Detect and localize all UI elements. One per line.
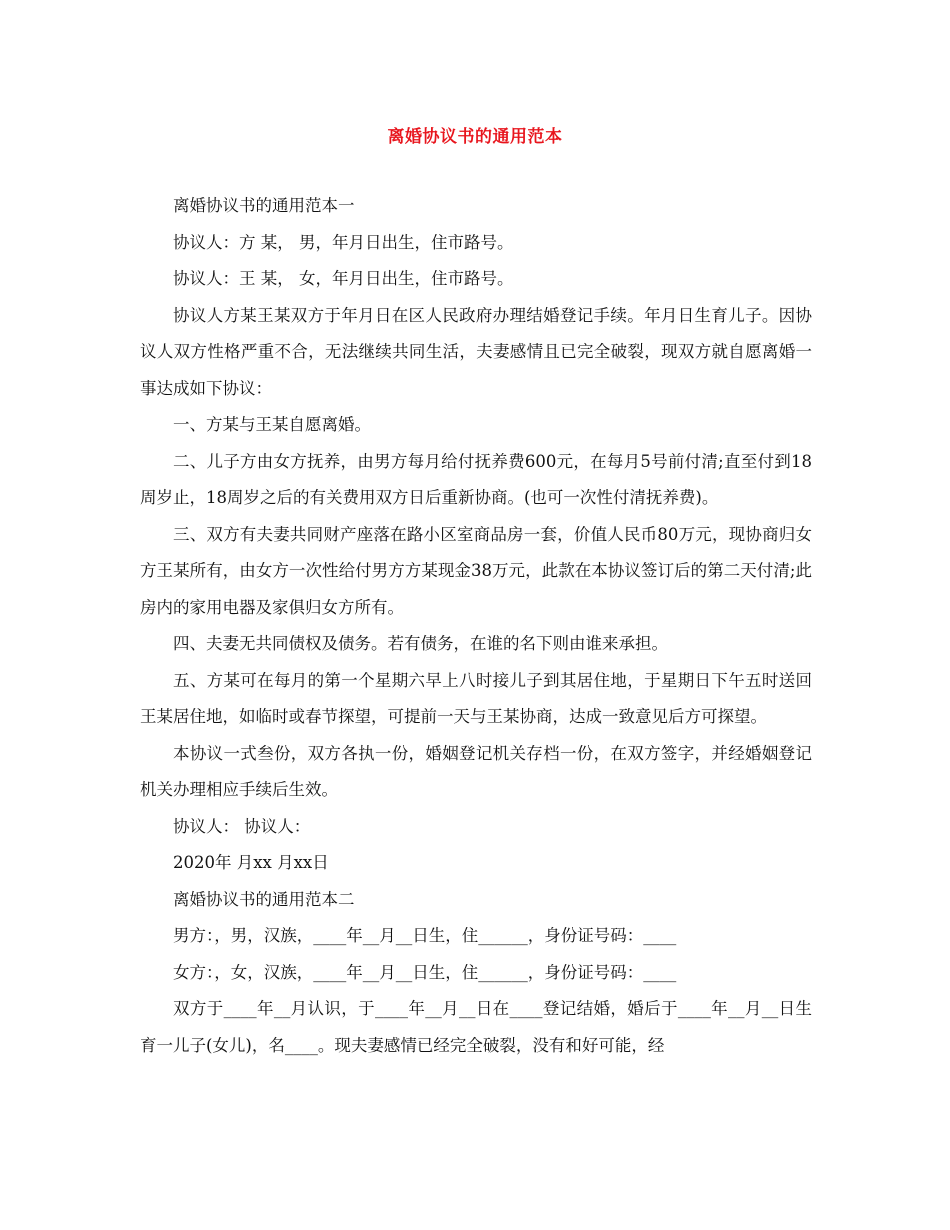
clause-4: 四、夫妻无共同债权及债务。若有债务，在谁的名下则由谁来承担。 [173,634,668,653]
clause-3: 三、双方有夫妻共同财产座落在路小区室商品房一套，价值人民币80万元，现协商归女方王某所有，由女方一次性给付男方方某现金38万元，此款在本协议签订后的第二天付清;此房内的家用电器及家俱归女方所有。 [140,524,812,617]
female-party-form-line: 女方：，女，汉族，____年__月__日生，住______，身份证号码：____ [173,962,677,982]
signature-line: 协议人： 协议人： [173,816,311,836]
date-line: 2020年 月xx 月xx日 [173,853,329,872]
party-line-male: 协议人：方 某， 男，年月日出生，住市路号。 [173,232,514,252]
party-line-female: 协议人：王 某， 女，年月日出生，住市路号。 [173,269,514,288]
effect-paragraph: 本协议一式叁份，双方各执一份，婚姻登记机关存档一份，在双方签字，并经婚姻登记机关办理相应手续后生效。 [140,743,812,799]
clause-5: 五、方某可在每月的第一个星期六早上八时接儿子到其居住地，于星期日下午五时送回王某居住地，如临时或春节探望，可提前一天与王某协商，达成一致意见后方可探望。 [140,670,812,726]
clause-1: 一、方某与王某自愿离婚。 [173,415,371,434]
document-title: 离婚协议书的通用范本 [387,127,563,147]
document-body [140,188,812,1064]
marriage-history-paragraph: 双方于____年__月认识，于____年__月__日在____登记结婚，婚后于____年__月__日生育一儿子(女儿)，名____。现夫妻感情已经完全破裂，没有和好可能，经 [140,999,813,1055]
section-heading-1: 离婚协议书的通用范本一 [173,196,355,215]
male-party-form-line: 男方：，男，汉族，____年__月__日生，住______，身份证号码：____ [173,926,677,945]
intro-paragraph: 协议人方某王某双方于年月日在区人民政府办理结婚登记手续。年月日生育儿子。因协议人双方性格严重不合，无法继续共同生活，夫妻感情且已完全破裂，现双方就自愿离婚一事达成如下协议： [140,305,812,398]
clause-2: 二、儿子方由女方抚养，由男方每月给付抚养费600元，在每月5号前付清;直至付到18周岁止，18周岁之后的有关费用双方日后重新协商。(也可一次性付清抚养费)。 [140,451,812,507]
section-heading-2: 离婚协议书的通用范本二 [173,889,355,909]
